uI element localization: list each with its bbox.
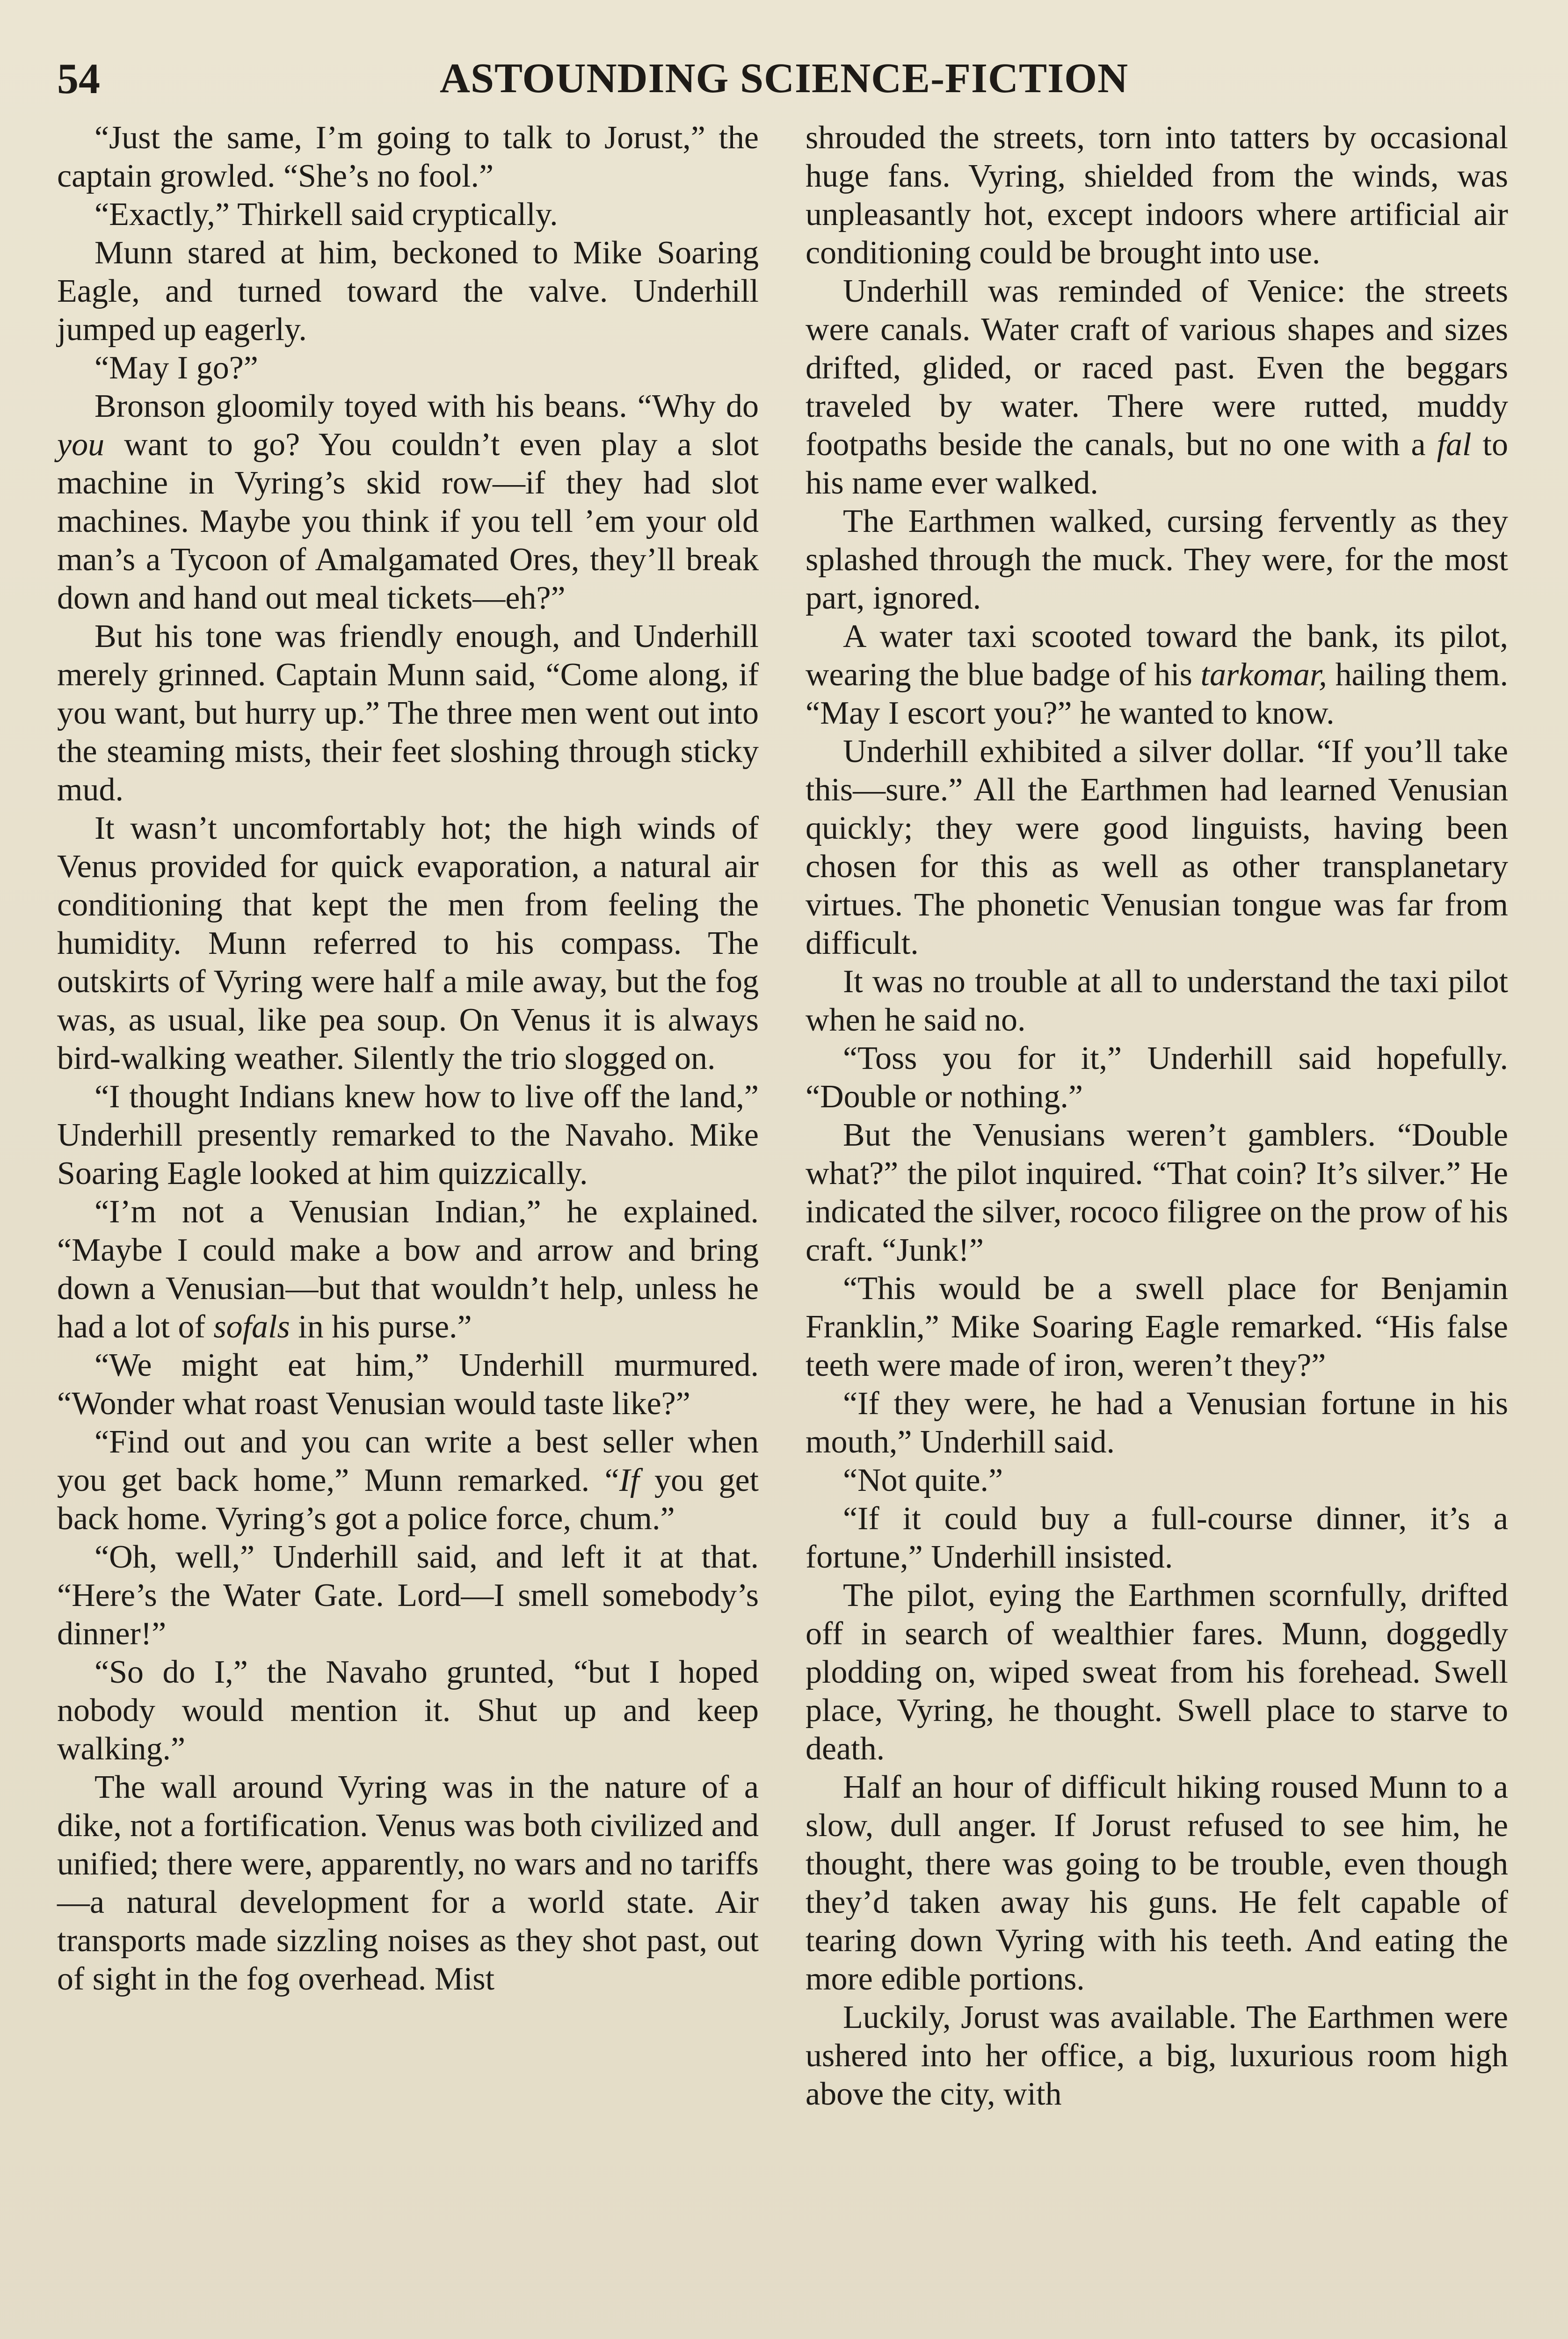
paragraph: It wasn’t uncomfortably hot; the high winds of Venus provided for quick evaporation, a natural air conditioning that kept the men from feeling the humidity. Munn referred to his compass. The outskirts of Vyring were half a mile away, but the fog was, as usual, like pea soup. On Venus it is always bird-walking weather. Silently the trio slogged on.	[57, 810, 759, 1076]
paragraph: “I thought Indians knew how to live off the land,” Underhill presently remarked to the Navaho. Mike Soaring Eagle looked at him quizzically.	[57, 1079, 759, 1191]
italic-text: sofals	[213, 1309, 290, 1345]
paragraph	[57, 1193, 759, 1346]
text-run: “Find out and you can write a best seller when you get back home,” Munn remarked. “	[57, 1424, 759, 1498]
paragraph: The Earthmen walked, cursing fervently as they splashed through the muck. They were, for the most part, ignored.	[806, 503, 1508, 616]
paragraph	[806, 617, 1508, 733]
paragraph: Munn stared at him, beckoned to Mike Soaring Eagle, and turned toward the valve. Underhill jumped up eagerly.	[57, 235, 759, 348]
page-header	[57, 51, 1133, 107]
paragraph: “Toss you for it,” Underhill said hopefully. “Double or nothing.”	[806, 1040, 1508, 1115]
text-run: you get back home. Vyring’s got a police force, chum.”	[57, 1462, 759, 1537]
paragraph: shrouded the streets, torn into tatters by occasional huge fans. Vyring, shielded from the winds, was unpleasantly hot, except indoors where artificial air conditioning could be brought into use.	[806, 120, 1508, 271]
paragraph: “May I go?”	[94, 350, 258, 386]
page-number: 54	[57, 55, 100, 102]
paragraph: It was no trouble at all to understand the taxi pilot when he said no.	[806, 964, 1508, 1038]
text-run: to his name ever walked.	[806, 427, 1508, 501]
text-run: A water taxi scooted toward the bank, its pilot, wearing the blue badge of his	[806, 618, 1508, 693]
paragraph: “This would be a swell place for Benjamin Franklin,” Mike Soaring Eagle remarked. “His false teeth were made of iron, weren’t they?”	[806, 1271, 1508, 1383]
paragraph: “So do I,” the Navaho grunted, “but I hoped nobody would mention it. Shut up and keep walking.”	[57, 1654, 759, 1767]
text-run: “I’m not a Venusian Indian,” he explained. “Maybe I could make a bow and arrow and bring down a Venusian—but that wouldn’t help, unless he had a lot of	[57, 1194, 759, 1345]
text-run: want to go? You couldn’t even play a slot machine in Vyring’s skid row—if they had slot machines. Maybe you think if you tell ’em your old man’s a Tycoon of Amalgamated Ores, they’ll break down and hand out meal tickets—eh?”	[57, 427, 759, 616]
text-run: in his purse.”	[290, 1309, 472, 1345]
italic-text: tarkomar,	[1200, 657, 1327, 693]
paragraph: But the Venusians weren’t gamblers. “Double what?” the pilot inquired. “That coin? It’s silver.” He indicated the silver, rococo filigree on the prow of his craft. “Junk!”	[806, 1117, 1508, 1268]
italic-text: you	[57, 427, 105, 463]
paragraph	[806, 272, 1508, 502]
right-column	[806, 119, 1508, 2114]
paragraph: “If it could buy a full-course dinner, it’s a fortune,” Underhill insisted.	[806, 1501, 1508, 1575]
paragraph: “Not quite.”	[843, 1462, 1003, 1498]
paragraph: But his tone was friendly enough, and Underhill merely grinned. Captain Munn said, “Come along, if you want, but hurry up.” The three men went out into the steaming mists, their feet sloshing through sticky mud.	[57, 618, 759, 808]
running-title: ASTOUNDING SCIENCE-FICTION	[440, 55, 1129, 102]
paragraph: The pilot, eying the Earthmen scornfully, drifted off in search of wealthier fares. Munn, doggedly plodding on, wiped sweat from his forehead. Swell place, Vyring, he thought. Swell place to starve to death.	[806, 1577, 1508, 1767]
paragraph: “Exactly,” Thirkell said cryptically.	[94, 196, 558, 232]
paragraph: Luckily, Jorust was available. The Earthmen were ushered into her office, a big, luxurious room high above the city, with	[806, 1999, 1508, 2112]
paragraph	[57, 387, 759, 617]
paragraph: Underhill exhibited a silver dollar. “If you’ll take this—sure.” All the Earthmen had learned Venusian quickly; they were good linguists, having been chosen for this as well as other transplanetary virtues. The phonetic Venusian tongue was far from difficult.	[806, 734, 1508, 961]
text-run: hailing them. “May I escort you?” he wanted to know.	[806, 657, 1508, 731]
italic-text: fal	[1437, 427, 1472, 463]
paragraph: Half an hour of difficult hiking roused Munn to a slow, dull anger. If Jorust refused to see him, he thought, there was going to be trouble, even though they’d taken away his guns. He felt capable of tearing down Vyring with his teeth. And eating the more edible portions.	[806, 1769, 1508, 1997]
text-run: Bronson gloomily toyed with his beans. “Why do	[94, 388, 759, 424]
paragraph: “We might eat him,” Underhill murmured. “Wonder what roast Venusian would taste like?”	[57, 1347, 759, 1422]
italic-text: If	[619, 1462, 639, 1498]
paragraph: “Just the same, I’m going to talk to Jorust,” the captain growled. “She’s no fool.”	[57, 120, 759, 194]
paragraph: “Oh, well,” Underhill said, and left it at that. “Here’s the Water Gate. Lord—I smell somebody’s dinner!”	[57, 1539, 759, 1652]
left-column	[57, 119, 759, 1998]
paragraph: “If they were, he had a Venusian fortune in his mouth,” Underhill said.	[806, 1386, 1508, 1460]
paragraph	[57, 1423, 759, 1538]
paragraph: The wall around Vyring was in the nature of a dike, not a fortification. Venus was both civilized and unified; there were, apparently, no wars and no tariffs—a natural development for a world state. Air transports made sizzling noises as they shot past, out of sight in the fog overhead. Mist	[57, 1769, 759, 1997]
text-run: Underhill was reminded of Venice: the streets were canals. Water craft of various shapes and sizes drifted, glided, or raced past. Even the beggars traveled by water. There were rutted, muddy footpaths beside the canals, but no one with a	[806, 273, 1508, 463]
